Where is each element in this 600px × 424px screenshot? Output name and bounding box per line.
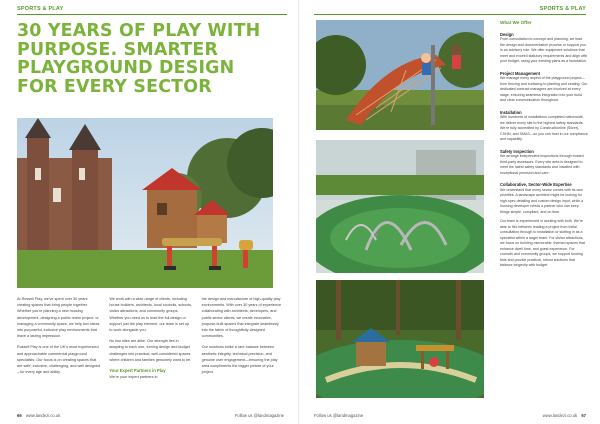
article-body [17, 296, 285, 385]
paragraph: No two sites are alike. Our strength lies in adapting to each one, turning design and budget challenges into practical, well-considered spaces where children and families genuinely want to be. [109, 339, 192, 362]
social-handle: Follow us @landmagazine [314, 413, 364, 418]
paragraph: Our solutions strike a rare balance between aesthetic integrity, technical precision, and genuine user engagement—ensuring the play area compliments the bigger picture of your project. [201, 345, 278, 375]
headline-line: 30 YEARS OF PLAY WITH [17, 21, 261, 41]
photo-steel-arches [316, 140, 484, 273]
section-rule [314, 14, 586, 15]
right-footer [543, 413, 586, 418]
website-link[interactable]: www.landezi.co.uk [25, 413, 61, 418]
left-footer [17, 413, 60, 418]
offer-heading-project-management: Project Management [500, 70, 541, 76]
hero-photo-castle-playground [17, 118, 273, 288]
what-we-offer-sidebar [500, 20, 588, 271]
photo-woodland-play [316, 280, 484, 398]
paragraph: We work with a wide range of clients, including house builders, architects, local councils, schools, visitor attractions, and community groups. Whether you need us to lead the full design or support just the play element, our team is set up to work alongside you. [109, 297, 193, 333]
offer-heading-design: Design [500, 31, 514, 37]
photo-climbing-net [316, 20, 484, 130]
paragraph: the design and manufacture of high-quality play environments. With over 30 years of experience collaborating with architects, developers, and public sector clients, we create innovative, purpose-built spaces that integrate seamlessly into the fabric of thoughtfully designed communities. [201, 297, 282, 339]
section-tag: SPORTS & PLAY [539, 6, 586, 12]
offer-text: Our team is experienced in working with both. We're able to flex between leading a project from initial consultation through to installation or slotting in as a specialist within a larger team. For visitor attractions, we focus on building memorable, themed spaces that enhance dwell time, and guest experience. For councils and community groups, we support funding bids and provide practical, robust solutions that balance longevity with budget. [500, 219, 585, 267]
headline-line: FOR EVERY SECTOR [17, 76, 212, 97]
social-handle: Follow us @landmagazine [234, 413, 284, 418]
page-number: 66 [17, 413, 22, 418]
offer-text: We manage every aspect of the playground project—from fencing and surfacing to planting and seating. Our dedicated contract managers are involved at every stage, ensuring seamless integration into your build and clear communication throughout. [500, 76, 588, 102]
website-link[interactable]: www.landezi.co.uk [542, 413, 578, 418]
steel-arches-illustration [316, 140, 484, 273]
headline-line: PLAYGROUND DESIGN [17, 58, 235, 78]
section-rule [17, 14, 287, 15]
offer-text: We understand that every sector comes with its own priorities. A landscape architect might be looking for high-spec detailing and custom design input, while a housing developer needs a partner who can keep things simple, compliant, and on time. [500, 187, 584, 214]
castle-playground-illustration [17, 118, 273, 288]
offer-text: We arrange independent inspections through trusted third-party assessors. Every site area is designed to meet the latest safety standards and installed with exceptional precision and care. [500, 154, 584, 175]
article-subhead: Your Expert Partners in Play [109, 368, 166, 374]
climbing-net-illustration [316, 20, 484, 130]
paragraph: At Russell Play, we've spent over 30 years creating spaces that bring people together. Whether you're planning a new housing development, designing a public realm project, or managing a community space, we help turn ideas into purposeful, inclusive play environments that leave a lasting impression. [17, 297, 100, 339]
offer-text: With hundreds of installations completed nationwide, we deliver every site to the highest safety standards. We're fully accredited by Constructionline (Silver), CSHM, and SMAS—so you can trust in our compliance and capability. [500, 115, 588, 141]
article-column-2 [109, 296, 192, 385]
offer-heading-safety-inspection: Safety Inspection [500, 148, 534, 154]
section-tag: SPORTS & PLAY [17, 6, 64, 12]
woodland-play-illustration [316, 280, 484, 398]
right-page [300, 0, 600, 424]
page-number: 67 [581, 413, 586, 418]
headline [17, 22, 277, 96]
paragraph: We're your expert partners in [109, 375, 158, 380]
article-column-1 [17, 296, 100, 385]
sidebar-kicker: What We Offer [500, 20, 532, 25]
offer-text: From consultation to concept and planning, we lead the design and documentation process or support you in an advisory role. We offer equipment solutions that meet and exceed statutory requirements and align with your budget, using your existing plans as a foundation. [500, 37, 588, 63]
offer-heading-collaborative-expertise: Collaborative, Sector-Wide Expertise [500, 182, 572, 187]
article-column-3 [202, 296, 285, 385]
offer-heading-installation: Installation [500, 109, 522, 115]
paragraph: Russell Play is one of the UK's most experienced and approachable commercial playground specialists. Our focus is on creating spaces that are safe, inclusive, challenging, and well designed – for every age and ability. [17, 345, 101, 375]
headline-line: PURPOSE. SMARTER [17, 39, 219, 60]
